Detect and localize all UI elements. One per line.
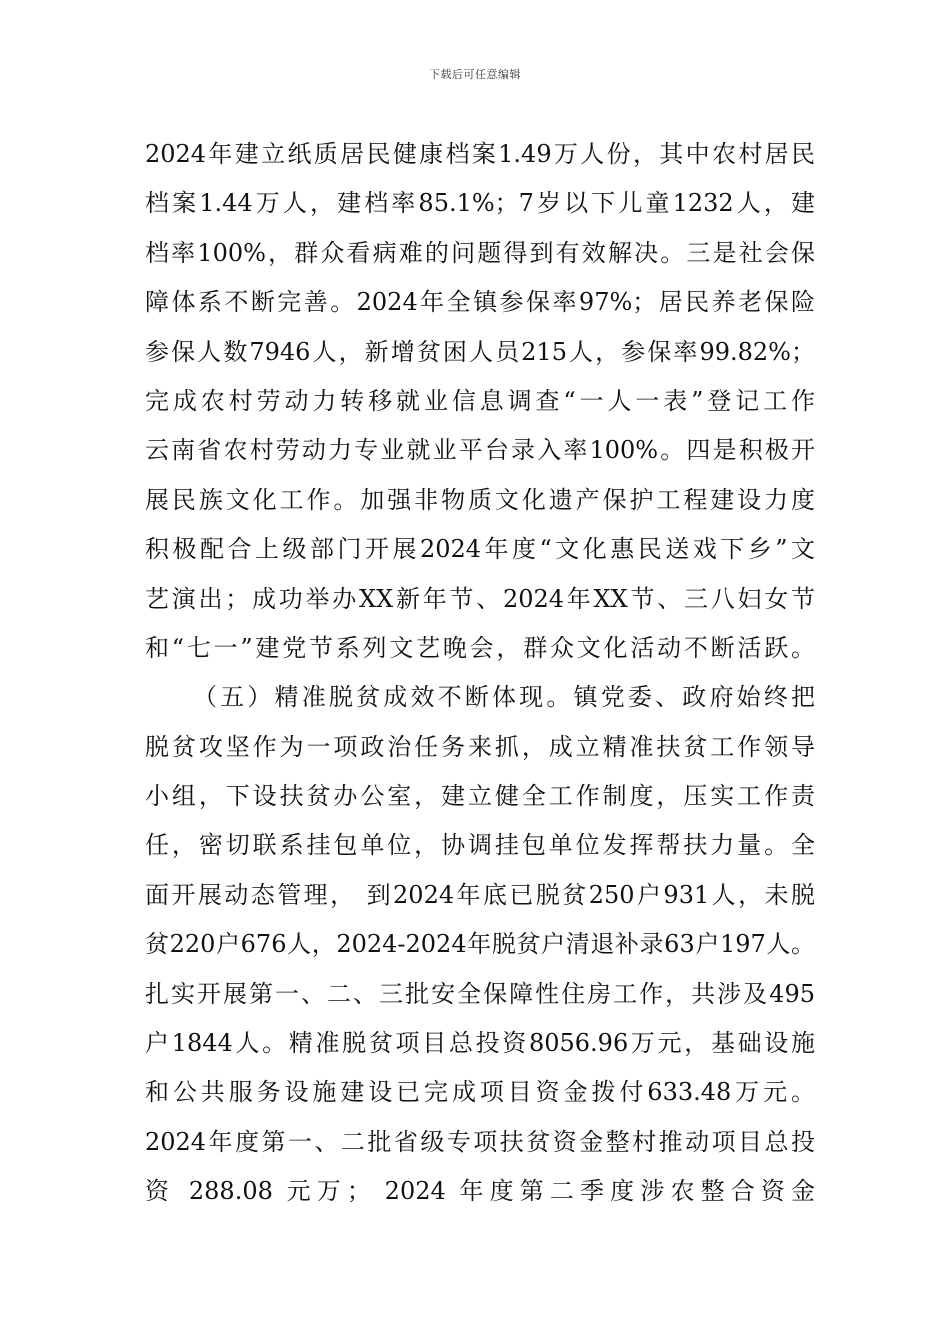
paragraph-start-line: （五）精准脱贫成效不断体现。镇党委、政府始终把 <box>193 683 815 712</box>
text-line: 积极配合上级部门开展2024年度“文化惠民送戏下乡”文 <box>145 535 815 564</box>
text-line: 参保人数7946人，新增贫困人员215人，参保率99.82%； <box>145 337 815 366</box>
text-line: 面开展动态管理， 到2024年底已脱贫250户931人，未脱 <box>145 880 815 909</box>
text-line: 展民族文化工作。加强非物质文化遗产保护工程建设力度 <box>145 485 815 514</box>
text-line: 和公共服务设施建设已完成项目资金拨付633.48万元。 <box>145 1078 815 1107</box>
text-line: 2024年建立纸质居民健康档案1.49万人份，其中农村居民 <box>145 140 815 168</box>
text-line: 户1844人。精准脱贫项目总投资8056.96万元，基础设施 <box>145 1029 815 1058</box>
page-header: 下载后可任意编辑 <box>429 68 521 81</box>
text-line: 和“七一”建党节系列文艺晚会，群众文化活动不断活跃。 <box>145 633 815 662</box>
text-line: 档案1.44万人，建档率85.1%；7岁以下儿童1232人，建 <box>145 189 815 218</box>
text-line: 2024年度第一、二批省级专项扶贫资金整村推动项目总投 <box>145 1127 815 1156</box>
text-line: 贫220户676人，2024-2024年脱贫户清退补录63户197人。 <box>145 930 815 959</box>
text-line: 资 288.08 元万； 2024 年度第二季度涉农整合资金 <box>145 1177 815 1206</box>
text-line: 障体系不断完善。2024年全镇参保率97%；居民养老保险 <box>145 288 815 317</box>
text-line: 艺演出；成功举办XX新年节、2024年XX节、三八妇女节 <box>145 584 815 613</box>
text-line: 档率100%，群众看病难的问题得到有效解决。三是社会保 <box>145 238 815 267</box>
text-line: 脱贫攻坚作为一项政治任务来抓，成立精准扶贫工作领导 <box>145 732 815 761</box>
text-line: 任，密切联系挂包单位，协调挂包单位发挥帮扶力量。全 <box>145 831 815 860</box>
text-line: 扎实开展第一、二、三批安全保障性住房工作，共涉及495 <box>145 979 815 1008</box>
text-line: 完成农村劳动力转移就业信息调查“一人一表”登记工作 <box>145 386 815 415</box>
document-body <box>145 130 815 1217</box>
text-line: 小组，下设扶贫办公室，建立健全工作制度，压实工作责 <box>145 782 815 811</box>
text-line: 云南省农村劳动力专业就业平台录入率100%。四是积极开 <box>145 436 815 465</box>
